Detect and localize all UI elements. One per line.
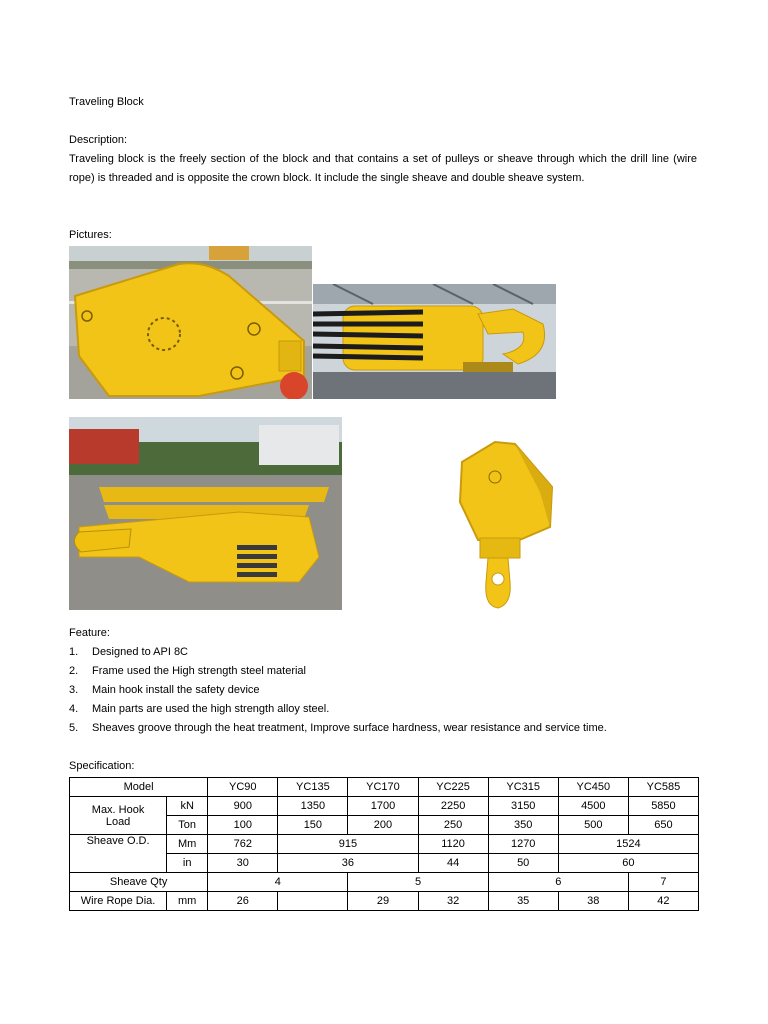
feature-heading: Feature: — [69, 627, 110, 639]
pictures-heading: Pictures: — [69, 229, 112, 241]
specification-table — [69, 777, 699, 911]
table-row: Sheave O.D. Mm 762 915 1120 1270 1524 — [70, 835, 699, 854]
page-title: Traveling Block — [69, 96, 144, 108]
list-item: 4. Main parts are used the high strength alloy steel. — [69, 703, 330, 715]
table-row: Sheave Qty 4 5 6 7 — [70, 873, 699, 892]
list-item: 3. Main hook install the safety device — [69, 684, 260, 696]
list-item: 5. Sheaves groove through the heat treatment, Improve surface hardness, wear resistance and service time. — [69, 722, 607, 734]
specification-heading: Specification: — [69, 760, 135, 772]
table-row: Max. Hook Load kN 900 1350 1700 2250 3150 4500 5850 — [70, 797, 699, 816]
table-row: Wire Rope Dia. mm 26 29 32 35 38 42 — [70, 892, 699, 911]
description-text: Traveling block is the freely section of the block and that contains a set of pulleys or sheave through which the drill line (wire rope) is threaded and is opposite the crown block. It include the single sheave and double sheave system. — [69, 153, 697, 184]
list-item: 1. Designed to API 8C — [69, 646, 189, 658]
row-of-traveling-blocks-photo — [69, 417, 342, 610]
single-sheave-block-with-hook-photo — [440, 432, 570, 612]
table-row: Model YC90 YC135 YC170 YC225 YC315 YC450 YC585 — [70, 778, 699, 797]
list-item: 2. Frame used the High strength steel material — [69, 665, 306, 677]
large-yellow-sheave-block-photo — [69, 246, 312, 399]
table-row: in 30 36 44 50 60 — [70, 854, 699, 873]
multi-sheave-block-with-hook-photo — [313, 284, 556, 399]
table-row: Ton 100 150 200 250 350 500 650 — [70, 816, 699, 835]
description-heading: Description: — [69, 134, 128, 146]
